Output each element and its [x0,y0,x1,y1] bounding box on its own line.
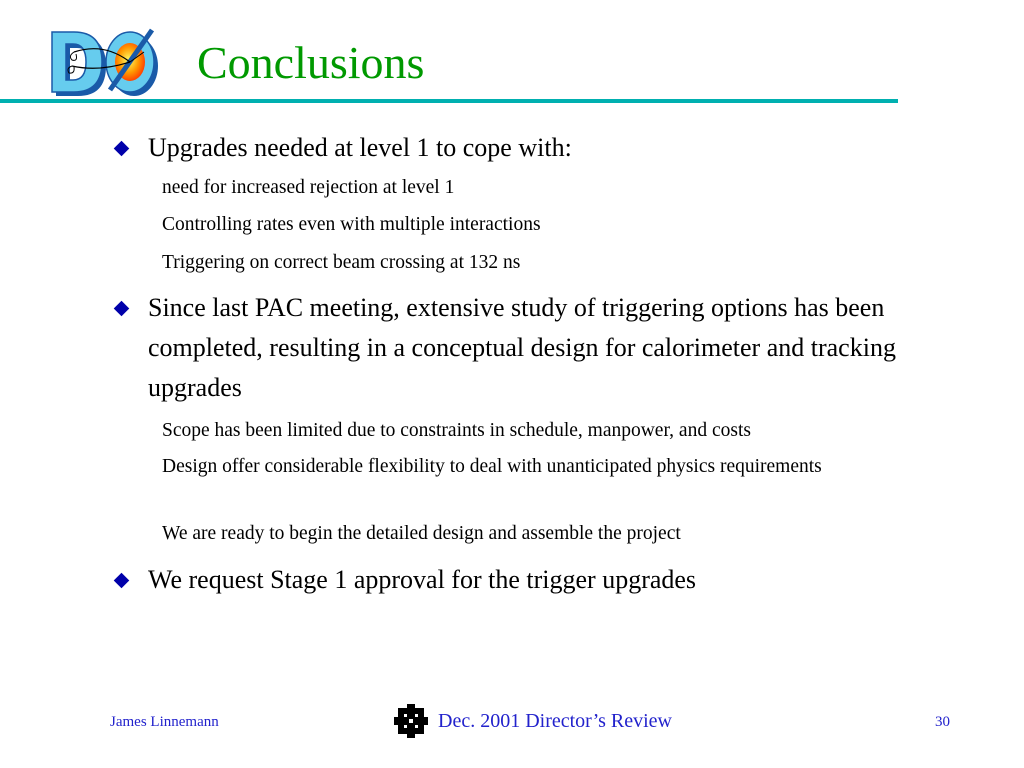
sub-bullet-item: Triggering on correct beam crossing at 132 ns [162,252,521,273]
bullet-diamond-icon [114,301,130,317]
d0-logo-icon [44,22,162,102]
sub-bullet-item: need for increased rejection at level 1 [162,177,455,198]
footer-event-title: Dec. 2001 Director’s Review [438,709,673,732]
page-number: 30 [935,714,950,730]
slide-title: Conclusions [197,37,425,88]
fermilab-logo-icon [394,704,428,738]
title-divider [0,99,898,103]
bullet-item: Upgrades needed at level 1 to cope with: [148,133,572,162]
bullet-item: We request Stage 1 approval for the trigger upgrades [148,565,697,594]
sub-bullet-item: Controlling rates even with multiple interactions [162,214,541,235]
bullet-item: Since last PAC meeting, extensive study of triggering options has been completed, resulting in a conceptual design for calorimeter and tracking upgrades [148,293,896,402]
footer-event [394,704,672,738]
footer-author: James Linnemann [110,714,219,730]
bullet-diamond-icon [114,573,130,589]
bullet-diamond-icon [114,141,130,157]
sub-bullet-item: Design offer considerable flexibility to deal with unanticipated physics requirements [162,456,822,477]
sub-bullet-item: We are ready to begin the detailed design and assemble the project [162,523,681,544]
sub-bullet-item: Scope has been limited due to constraints in schedule, manpower, and costs [162,420,751,441]
